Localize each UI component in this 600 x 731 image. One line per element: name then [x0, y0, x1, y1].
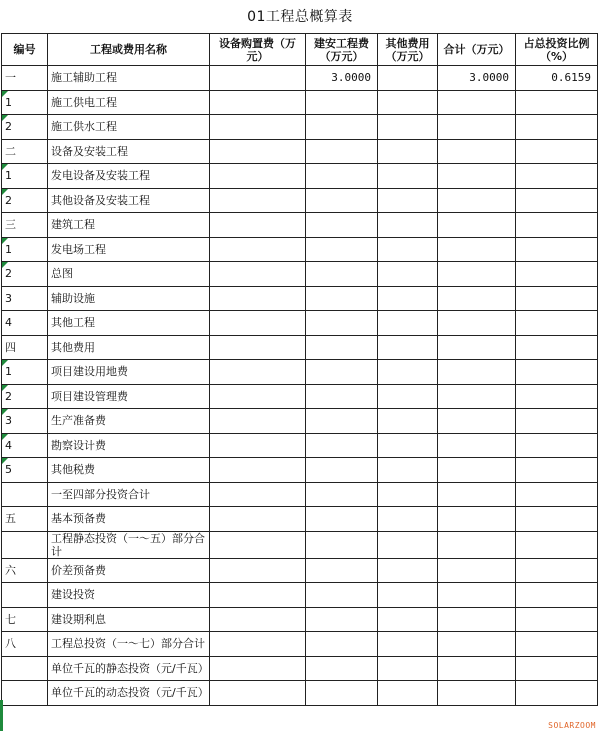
cell-equipment	[210, 139, 306, 164]
table-row	[2, 681, 598, 706]
cell-equipment	[210, 632, 306, 657]
cell-name: 施工辅助工程	[48, 66, 210, 91]
cell-equipment	[210, 531, 306, 558]
table-row	[2, 164, 598, 189]
cell-total	[438, 286, 516, 311]
cell-code	[2, 681, 48, 706]
cell-ratio	[516, 681, 598, 706]
table-row	[2, 433, 598, 458]
cell-equipment	[210, 681, 306, 706]
cell-code: 一	[2, 66, 48, 91]
cell-equipment	[210, 558, 306, 583]
cell-construction	[306, 188, 378, 213]
cell-name: 发电设备及安装工程	[48, 164, 210, 189]
cell-other	[378, 632, 438, 657]
cell-equipment	[210, 433, 306, 458]
cell-ratio	[516, 482, 598, 507]
cell-total	[438, 531, 516, 558]
table-row	[2, 262, 598, 287]
header-other: 其他费用（万元）	[378, 34, 438, 66]
table-row	[2, 213, 598, 238]
table-header-row	[2, 34, 598, 66]
header-ratio: 占总投资比例（%）	[516, 34, 598, 66]
cell-equipment	[210, 458, 306, 483]
header-total: 合计（万元）	[438, 34, 516, 66]
cell-code: 4	[2, 311, 48, 336]
table-row	[2, 507, 598, 532]
cell-code: 四	[2, 335, 48, 360]
cell-equipment	[210, 66, 306, 91]
cell-construction	[306, 90, 378, 115]
cell-other	[378, 115, 438, 140]
cell-code: 1	[2, 360, 48, 385]
cell-construction	[306, 409, 378, 434]
cell-ratio	[516, 583, 598, 608]
cell-construction	[306, 311, 378, 336]
cell-code: 五	[2, 507, 48, 532]
cell-name: 其他税费	[48, 458, 210, 483]
cell-equipment	[210, 607, 306, 632]
page-title: 01工程总概算表	[247, 9, 353, 25]
cell-total	[438, 139, 516, 164]
cell-ratio	[516, 632, 598, 657]
cell-total	[438, 558, 516, 583]
cell-name: 设备及安装工程	[48, 139, 210, 164]
cell-ratio	[516, 409, 598, 434]
cell-code: 2	[2, 384, 48, 409]
cell-name: 项目建设用地费	[48, 360, 210, 385]
cell-code: 5	[2, 458, 48, 483]
cell-total	[438, 681, 516, 706]
cell-construction: 3.0000	[306, 66, 378, 91]
cell-name: 价差预备费	[48, 558, 210, 583]
cell-ratio	[516, 164, 598, 189]
cell-name: 其他工程	[48, 311, 210, 336]
cell-total	[438, 433, 516, 458]
cell-ratio	[516, 507, 598, 532]
cell-name: 工程总投资（一～七）部分合计	[48, 632, 210, 657]
cell-construction	[306, 335, 378, 360]
cell-equipment	[210, 409, 306, 434]
cell-construction	[306, 632, 378, 657]
cell-total	[438, 409, 516, 434]
cell-other	[378, 607, 438, 632]
cell-code: 4	[2, 433, 48, 458]
cell-construction	[306, 507, 378, 532]
cell-ratio	[516, 360, 598, 385]
cell-total	[438, 115, 516, 140]
cell-equipment	[210, 286, 306, 311]
table-row	[2, 311, 598, 336]
cell-code: 三	[2, 213, 48, 238]
table-row	[2, 237, 598, 262]
cell-construction	[306, 656, 378, 681]
cell-ratio	[516, 115, 598, 140]
cell-total	[438, 237, 516, 262]
table-row	[2, 360, 598, 385]
cell-code: 二	[2, 139, 48, 164]
cell-ratio	[516, 139, 598, 164]
cell-other	[378, 164, 438, 189]
table-row	[2, 384, 598, 409]
cell-code: 2	[2, 262, 48, 287]
cell-name: 总图	[48, 262, 210, 287]
cell-total	[438, 360, 516, 385]
cell-name: 建筑工程	[48, 213, 210, 238]
cell-total	[438, 482, 516, 507]
cell-equipment	[210, 90, 306, 115]
cell-construction	[306, 458, 378, 483]
cell-total	[438, 335, 516, 360]
cell-total	[438, 507, 516, 532]
table-row	[2, 656, 598, 681]
cell-construction	[306, 115, 378, 140]
table-row	[2, 286, 598, 311]
cell-name: 施工供电工程	[48, 90, 210, 115]
cell-name: 辅助设施	[48, 286, 210, 311]
cell-equipment	[210, 164, 306, 189]
cell-code: 2	[2, 188, 48, 213]
cell-total	[438, 188, 516, 213]
table-row	[2, 139, 598, 164]
cell-construction	[306, 583, 378, 608]
cell-name: 工程静态投资（一～五）部分合计	[48, 531, 210, 558]
cell-other	[378, 482, 438, 507]
table-row	[2, 607, 598, 632]
cell-other	[378, 507, 438, 532]
cell-name: 施工供水工程	[48, 115, 210, 140]
cell-name: 基本预备费	[48, 507, 210, 532]
cell-name: 建设期利息	[48, 607, 210, 632]
cell-name: 单位千瓦的动态投资（元/千瓦）	[48, 681, 210, 706]
header-equipment: 设备购置费（万元）	[210, 34, 306, 66]
cell-construction	[306, 384, 378, 409]
cell-total	[438, 607, 516, 632]
cell-other	[378, 681, 438, 706]
cell-equipment	[210, 656, 306, 681]
header-construction: 建安工程费（万元）	[306, 34, 378, 66]
cell-other	[378, 656, 438, 681]
cell-total	[438, 311, 516, 336]
cell-equipment	[210, 507, 306, 532]
table-row	[2, 335, 598, 360]
cell-total	[438, 458, 516, 483]
table-row	[2, 583, 598, 608]
table-row	[2, 409, 598, 434]
cell-ratio	[516, 458, 598, 483]
cell-code: 2	[2, 115, 48, 140]
cell-other	[378, 139, 438, 164]
cell-other	[378, 90, 438, 115]
cell-construction	[306, 262, 378, 287]
cell-equipment	[210, 583, 306, 608]
cell-name: 项目建设管理费	[48, 384, 210, 409]
cell-ratio: 0.6159	[516, 66, 598, 91]
cell-ratio	[516, 607, 598, 632]
cell-ratio	[516, 286, 598, 311]
cell-equipment	[210, 188, 306, 213]
cell-equipment	[210, 384, 306, 409]
cell-ratio	[516, 656, 598, 681]
cell-equipment	[210, 482, 306, 507]
table-row	[2, 188, 598, 213]
cell-code: 1	[2, 164, 48, 189]
cell-ratio	[516, 558, 598, 583]
cell-ratio	[516, 384, 598, 409]
table-row	[2, 115, 598, 140]
cell-other	[378, 262, 438, 287]
cell-equipment	[210, 311, 306, 336]
table-row	[2, 458, 598, 483]
cell-total	[438, 583, 516, 608]
cell-total: 3.0000	[438, 66, 516, 91]
watermark-logo: SOLARZOOM	[548, 721, 596, 730]
cell-code	[2, 656, 48, 681]
cell-ratio	[516, 188, 598, 213]
cell-equipment	[210, 213, 306, 238]
cell-construction	[306, 139, 378, 164]
header-code: 编号	[2, 34, 48, 66]
cell-other	[378, 286, 438, 311]
cell-ratio	[516, 531, 598, 558]
cell-name: 建设投资	[48, 583, 210, 608]
cell-code: 六	[2, 558, 48, 583]
cell-construction	[306, 237, 378, 262]
cell-code: 1	[2, 237, 48, 262]
cell-code	[2, 583, 48, 608]
cell-construction	[306, 433, 378, 458]
cell-code	[2, 531, 48, 558]
cell-name: 发电场工程	[48, 237, 210, 262]
cell-construction	[306, 482, 378, 507]
cell-name: 生产准备费	[48, 409, 210, 434]
cell-other	[378, 66, 438, 91]
table-row	[2, 558, 598, 583]
table-row	[2, 66, 598, 91]
cell-code: 七	[2, 607, 48, 632]
cell-ratio	[516, 311, 598, 336]
header-name: 工程或费用名称	[48, 34, 210, 66]
cell-other	[378, 188, 438, 213]
table-row	[2, 90, 598, 115]
cell-construction	[306, 558, 378, 583]
cell-equipment	[210, 237, 306, 262]
table-row	[2, 531, 598, 558]
cell-ratio	[516, 237, 598, 262]
cell-other	[378, 409, 438, 434]
cell-name: 一至四部分投资合计	[48, 482, 210, 507]
green-edge-marker	[0, 700, 3, 731]
cell-construction	[306, 607, 378, 632]
cell-total	[438, 90, 516, 115]
cell-name: 其他费用	[48, 335, 210, 360]
cell-construction	[306, 360, 378, 385]
cell-construction	[306, 286, 378, 311]
cell-ratio	[516, 262, 598, 287]
cell-code: 3	[2, 409, 48, 434]
cell-equipment	[210, 335, 306, 360]
cell-name: 单位千瓦的静态投资（元/千瓦）	[48, 656, 210, 681]
cell-construction	[306, 213, 378, 238]
cell-construction	[306, 681, 378, 706]
cell-code: 1	[2, 90, 48, 115]
cell-ratio	[516, 90, 598, 115]
cell-other	[378, 335, 438, 360]
cell-ratio	[516, 213, 598, 238]
cell-equipment	[210, 115, 306, 140]
cell-total	[438, 262, 516, 287]
cell-construction	[306, 531, 378, 558]
cell-other	[378, 531, 438, 558]
cell-name: 其他设备及安装工程	[48, 188, 210, 213]
cell-other	[378, 583, 438, 608]
cell-name: 勘察设计费	[48, 433, 210, 458]
cell-total	[438, 213, 516, 238]
cell-other	[378, 558, 438, 583]
cell-other	[378, 433, 438, 458]
cell-construction	[306, 164, 378, 189]
cell-total	[438, 384, 516, 409]
cell-other	[378, 213, 438, 238]
cell-ratio	[516, 433, 598, 458]
table-row	[2, 632, 598, 657]
table-body	[2, 66, 598, 706]
cell-code: 3	[2, 286, 48, 311]
cell-code	[2, 482, 48, 507]
cell-other	[378, 458, 438, 483]
table-row	[2, 482, 598, 507]
cell-other	[378, 360, 438, 385]
cell-total	[438, 164, 516, 189]
budget-table	[1, 33, 598, 706]
cell-code: 八	[2, 632, 48, 657]
cell-other	[378, 237, 438, 262]
cell-ratio	[516, 335, 598, 360]
cell-equipment	[210, 262, 306, 287]
cell-other	[378, 384, 438, 409]
cell-total	[438, 632, 516, 657]
cell-equipment	[210, 360, 306, 385]
cell-total	[438, 656, 516, 681]
cell-other	[378, 311, 438, 336]
